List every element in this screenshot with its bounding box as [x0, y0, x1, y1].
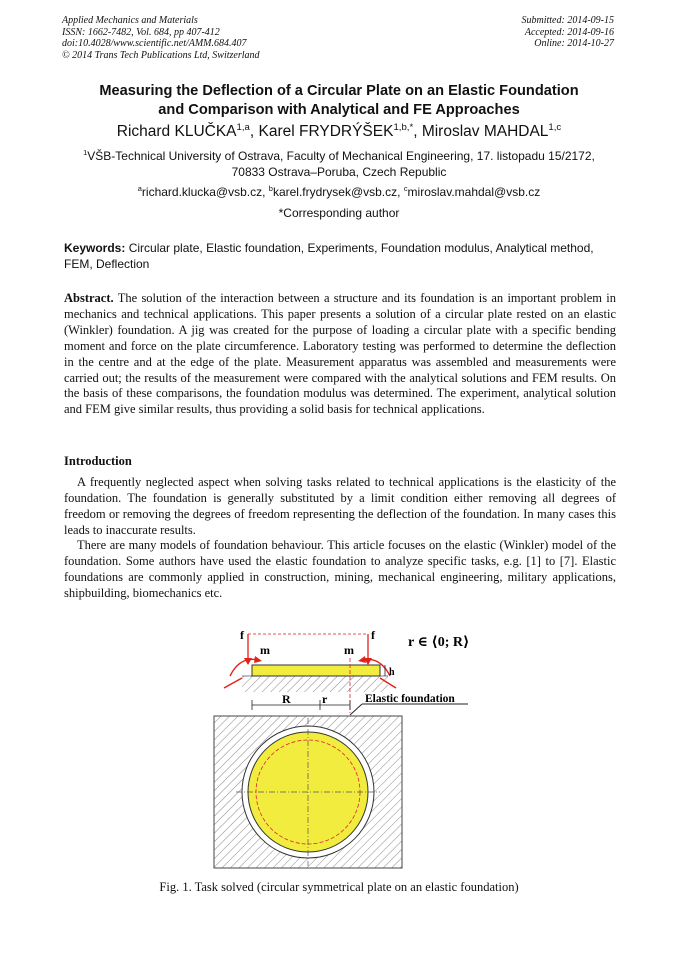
abstract-label: Abstract.	[64, 291, 114, 305]
label-f-right: f	[371, 628, 375, 642]
section-heading: Introduction	[64, 454, 132, 468]
foundation-label: Elastic foundation	[365, 693, 455, 705]
dates-header	[522, 15, 615, 50]
affiliation: $^1$VŠB-Technical University of Ostrava, Faculty of Mechanical Engineering, 17. listopadu 15/2172, 70833 Ostrava–Poruba, Czech Republic	[83, 148, 595, 179]
accepted-date: Accepted: 2014-09-16	[524, 26, 614, 38]
keywords	[64, 241, 616, 272]
copyright: © 2014 Trans Tech Publications Ltd, Switzerland	[62, 49, 260, 61]
foundation-hatch	[242, 676, 388, 692]
range-label: r ∈ ⟨0; R⟩	[408, 635, 470, 650]
label-r: r	[322, 692, 328, 706]
corresponding-note: *Corresponding author	[278, 206, 400, 220]
email-link[interactable]: karel.frydrysek@vsb.cz	[272, 185, 398, 199]
author-name: Richard KLUČKA	[116, 123, 237, 140]
label-m-left: m	[260, 643, 270, 657]
paragraph: A frequently neglected aspect when solving tasks related to technical applications is the elasticity of the foundation. The foundation is generally substituted by a limit condition either removing all degrees of freedom or removing the degrees of freedom representing the deflection of the foundation. In many cases this leads to inaccurate results.	[64, 475, 616, 537]
doi: doi:10.4028/www.scientific.net/AMM.684.407	[62, 38, 247, 49]
author-name: Karel FRYDRÝŠEK	[258, 123, 394, 140]
issn: ISSN: 1662-7482, Vol. 684, pp 407-412	[62, 26, 220, 38]
keywords-text: Circular plate, Elastic foundation, Experiments, Foundation modulus, Analytical method, FEM, Deflection	[64, 241, 594, 271]
email-link[interactable]: richard.klucka@vsb.cz	[141, 185, 263, 199]
email-list: $^a$richard.klucka@vsb.cz, $^b$karel.frydrysek@vsb.cz, $^c$miroslav.mahdal@vsb.cz	[137, 184, 541, 199]
label-m-right: m	[344, 643, 354, 657]
keywords-label: Keywords:	[64, 241, 126, 255]
plate-section	[252, 665, 380, 676]
journal-name: Applied Mechanics and Materials	[62, 15, 198, 26]
author-name: Miroslav MAHDAL	[421, 123, 549, 140]
journal-header	[62, 15, 260, 61]
label-R: R	[282, 692, 291, 706]
online-date: Online: 2014-10-27	[534, 38, 614, 49]
figure-diagram	[200, 618, 490, 870]
figure-caption: Fig. 1. Task solved (circular symmetrical plate on an elastic foundation)	[159, 880, 519, 894]
author-list: Richard KLUČKA$^{1,a}$, Karel $FRYDRÝŠEK^{1,b,*}$, Miroslav MAHDAL$^{1,c}$	[116, 121, 562, 140]
email-link[interactable]: miroslav.mahdal@vsb.cz	[407, 185, 541, 199]
label-h: h	[389, 667, 395, 678]
abstract	[64, 291, 616, 418]
label-f-left: f	[240, 628, 244, 642]
paragraph: There are many models of foundation behaviour. This article focuses on the elastic (Winkler) model of the foundation. Some authors have used the elastic foundation to analyze specific tasks, e.g. [1] to [7]. Elastic foundations are commonly applied in construction, mining, mechanical engineering, military applications, shipbuilding, biomechanics etc.	[64, 538, 616, 600]
abstract-text: The solution of the interaction between a structure and its foundation is an important problem in mechanics and technical applications. This paper presents a solution of a circular plate rested on an elastic (Winkler) foundation. A jig was created for the purpose of loading a circular plate with a specific bending moment and force on the plate circumference. Laboratory testing was performed to determine the deflection in the centre and at the edge of the plate. Measurement apparatus was assembled and measurements were carried out; the results of the measurement were compared with the analytical solutions and FEM results. On the basis of these comparisons, the foundation modulus was determined. The experiment, analytical solution and FEM give similar results, thus providing a solid basis for technical applications.	[64, 291, 617, 417]
paper-title: Measuring the Deflection of a Circular Plate on an Elastic Foundation and Comparison with Analytical and FE Approaches	[99, 83, 579, 118]
submitted-date: Submitted: 2014-09-15	[521, 15, 614, 26]
